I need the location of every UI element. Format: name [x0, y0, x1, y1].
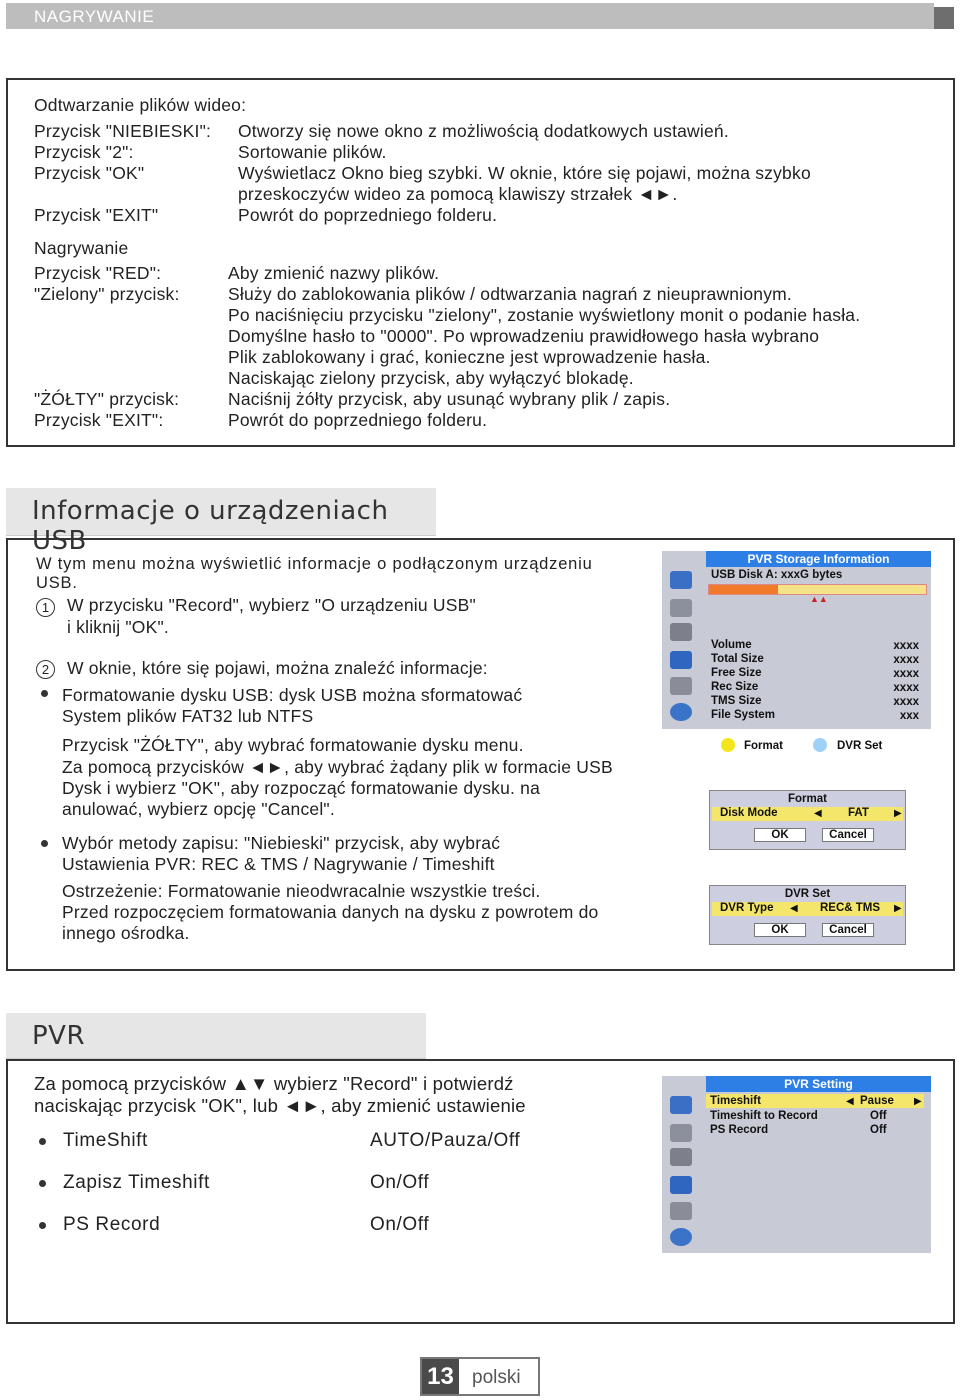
usb-line-14: Przed rozpoczęciem formatowania danych na dysku z powrotem do: [62, 902, 599, 922]
arrow-left-icon[interactable]: ◀: [790, 903, 798, 914]
dvr-type-label: DVR Type: [720, 902, 774, 914]
bullet: [41, 690, 48, 697]
usb-line-0: W tym menu można wyświetlić informacje o podłączonym urządzeniu: [36, 555, 593, 573]
info-value-tms: xxxx: [893, 696, 919, 708]
format-ok-button[interactable]: OK: [754, 828, 806, 842]
usb-line-12: Ustawienia PVR: REC & TMS / Nagrywanie / Timeshift: [62, 854, 495, 874]
usb-line-8: Za pomocą przycisków ◄►, aby wybrać żądany plik w formacie USB: [62, 757, 613, 777]
media-icon: [670, 677, 692, 695]
recording-key-7: Przycisk "EXIT":: [34, 410, 164, 430]
usb-line-2: W przycisku "Record", wybierz "O urządzeniu USB": [67, 595, 476, 615]
dvr-cancel-button[interactable]: Cancel: [822, 923, 874, 937]
setting-value-timeshift: Pause: [860, 1095, 894, 1107]
folder-icon: [670, 1176, 692, 1194]
page-language: polski: [472, 1367, 521, 1388]
tv-icon: [670, 571, 692, 589]
pvr-setting-title: PVR Setting: [706, 1076, 931, 1092]
playback-val-0: Otworzy się nowe okno z możliwością dodatkowych ustawień.: [238, 121, 729, 141]
playback-heading: Odtwarzanie plików wideo:: [34, 95, 247, 115]
usage-marker-icon: ▲▲: [810, 594, 828, 604]
pvr-storage-screen: [662, 551, 931, 729]
pvr-intro-1: Za pomocą przycisków ▲▼ wybierz "Record" i potwierdź: [34, 1073, 514, 1094]
usb-line-7: Przycisk "ŻÓŁTY", aby wybrać formatowanie dysku menu.: [62, 735, 524, 755]
recording-val-5: Naciskając zielony przycisk, aby wyłączyć blokadę.: [228, 368, 634, 388]
info-value-total: xxxx: [893, 654, 919, 666]
recording-val-0: Aby zmienić nazwy plików.: [228, 263, 440, 283]
dvr-ok-button[interactable]: OK: [754, 923, 806, 937]
usb-line-11: Wybór metody zapisu: "Niebieski" przycisk, aby wybrać: [62, 833, 501, 853]
usb-section-title: Informacje o urządzeniach USB: [32, 496, 389, 556]
tv-icon: [670, 1096, 692, 1114]
setting-value-ps-record[interactable]: Off: [870, 1124, 887, 1136]
bullet: [39, 1138, 46, 1145]
satellite-icon: [670, 599, 692, 617]
dvr-set-label: DVR Set: [837, 740, 883, 752]
setting-value-ts-record[interactable]: Off: [870, 1110, 887, 1122]
disk-usage-fill: [709, 585, 778, 594]
arrow-right-icon[interactable]: ▶: [914, 1096, 922, 1107]
info-value-free: xxxx: [893, 668, 919, 680]
info-value-fs: xxx: [899, 710, 919, 722]
step-2-number: 2: [36, 660, 55, 679]
bullet: [39, 1180, 46, 1187]
playback-key-0: Przycisk "NIEBIESKI":: [34, 121, 212, 141]
playback-key-2: Przycisk "OK": [34, 163, 145, 183]
pvr-item-2-name: PS Record: [63, 1214, 161, 1235]
recording-key-6: "ŻÓŁTY" przycisk:: [34, 389, 180, 409]
info-label-volume: Volume: [711, 639, 752, 651]
usb-line-10: anulować, wybierz opcję "Cancel".: [62, 799, 335, 819]
playback-key-4: Przycisk "EXIT": [34, 205, 159, 225]
info-label-tms: TMS Size: [711, 695, 762, 707]
setting-label-timeshift: Timeshift: [710, 1095, 761, 1107]
format-label: Format: [744, 740, 783, 752]
disk-mode-label: Disk Mode: [720, 807, 778, 819]
recording-heading: Nagrywanie: [34, 238, 129, 258]
format-cancel-button[interactable]: Cancel: [822, 828, 874, 842]
media-icon: [670, 1202, 692, 1220]
dvr-type-value: REC& TMS: [820, 902, 881, 914]
usb-line-4: W oknie, które się pojawi, można znaleźć informacje:: [67, 658, 488, 678]
setting-row-timeshift[interactable]: [706, 1094, 924, 1108]
header-title: NAGRYWANIE: [34, 7, 155, 26]
header-bar: [6, 3, 934, 29]
dvr-type-row[interactable]: [712, 902, 903, 916]
pvr-intro-2: naciskając przycisk "OK", lub ◄►, aby zmienić ustawienie: [34, 1095, 526, 1116]
format-dialog: [709, 790, 906, 850]
bullet: [39, 1222, 46, 1229]
info-label-rec: Rec Size: [711, 681, 759, 693]
pvr-section-title: PVR: [32, 1021, 86, 1051]
tools-icon: [670, 1148, 692, 1166]
arrow-right-icon[interactable]: ▶: [894, 808, 902, 819]
info-label-free: Free Size: [711, 667, 762, 679]
storage-info-list: [706, 637, 931, 729]
playback-key-1: Przycisk "2":: [34, 142, 134, 162]
storage-screen-title: PVR Storage Information: [706, 551, 931, 567]
usb-line-5: Formatowanie dysku USB: dysk USB można sformatować: [62, 685, 523, 705]
usb-line-13: Ostrzeżenie: Formatowanie nieodwracalnie wszystkie treści.: [62, 881, 541, 901]
usb-section-tab: [6, 488, 436, 556]
usb-line-6: System plików FAT32 lub NTFS: [62, 706, 314, 726]
playback-val-2: Wyświetlacz Okno bieg szybki. W oknie, które się pojawi, można szybko: [238, 163, 811, 183]
header-tab: [934, 7, 954, 29]
disk-mode-row[interactable]: [712, 807, 903, 821]
pvr-item-1-name: Zapisz Timeshift: [63, 1172, 210, 1193]
pvr-item-1-value: On/Off: [370, 1172, 430, 1193]
playback-val-4: Powrót do poprzedniego folderu.: [238, 205, 498, 225]
page-number: 13: [422, 1359, 459, 1394]
blue-button-icon: [813, 738, 827, 752]
disk-mode-value: FAT: [848, 807, 869, 819]
recording-val-4: Plik zablokowany i grać, konieczne jest wprowadzenie hasła.: [228, 347, 711, 367]
setting-label-ps-record: PS Record: [710, 1124, 769, 1136]
yellow-button-icon: [721, 738, 735, 752]
dvr-dialog-title: DVR Set: [784, 888, 831, 900]
page-footer: [420, 1357, 540, 1396]
usb-line-9: Dysk i wybierz "OK", aby rozpocząć formatowanie dysku. na: [62, 778, 541, 798]
playback-val-1: Sortowanie plików.: [238, 142, 387, 162]
info-label-fs: File System: [711, 709, 775, 721]
info-value-volume: xxxx: [893, 640, 919, 652]
arrow-left-icon[interactable]: ◀: [814, 808, 822, 819]
usb-line-15: innego ośrodka.: [62, 923, 190, 943]
recording-val-6: Naciśnij żółty przycisk, aby usunąć wybrany plik / zapis.: [228, 389, 671, 409]
pvr-item-0-name: TimeShift: [63, 1130, 148, 1151]
recording-val-1: Służy do zablokowania plików / odtwarzania nagrań z nieuprawnionym.: [228, 284, 792, 304]
step-1-number: 1: [36, 598, 55, 617]
info-label-total: Total Size: [711, 653, 764, 665]
arrow-left-icon[interactable]: ◀: [846, 1096, 854, 1107]
recording-val-7: Powrót do poprzedniego folderu.: [228, 410, 488, 430]
recording-val-2: Po naciśnięciu przycisku "zielony", zostanie wyświetlony monit o podanie hasła.: [228, 305, 861, 325]
recording-val-3: Domyślne hasło to "0000". Po wprowadzeniu prawidłowego hasła wybrano: [228, 326, 820, 346]
satellite-icon: [670, 1124, 692, 1142]
pvr-item-0-value: AUTO/Pauza/Off: [370, 1130, 521, 1151]
usb-disk-label: USB Disk A: xxxG bytes: [711, 569, 843, 581]
recording-key-1: "Zielony" przycisk:: [34, 284, 180, 304]
recording-key-0: Przycisk "RED":: [34, 263, 162, 283]
bullet: [41, 840, 48, 847]
record-icon: [670, 703, 692, 721]
pvr-item-2-value: On/Off: [370, 1214, 430, 1235]
playback-val-3: przeskoczyćw wideo za pomocą klawiszy strzałek ◄►.: [238, 184, 678, 204]
pvr-section-tab: [6, 1013, 426, 1059]
info-value-rec: xxxx: [893, 682, 919, 694]
pvr-setting-screen: [662, 1076, 931, 1253]
dvr-set-dialog: [709, 885, 906, 945]
usb-line-1: USB.: [36, 574, 78, 592]
tools-icon: [670, 623, 692, 641]
arrow-right-icon[interactable]: ▶: [894, 903, 902, 914]
usb-line-3: i kliknij "OK".: [67, 617, 169, 637]
folder-icon: [670, 651, 692, 669]
format-dialog-title: Format: [788, 793, 827, 805]
record-icon: [670, 1228, 692, 1246]
setting-label-ts-record: Timeshift to Record: [710, 1110, 818, 1122]
